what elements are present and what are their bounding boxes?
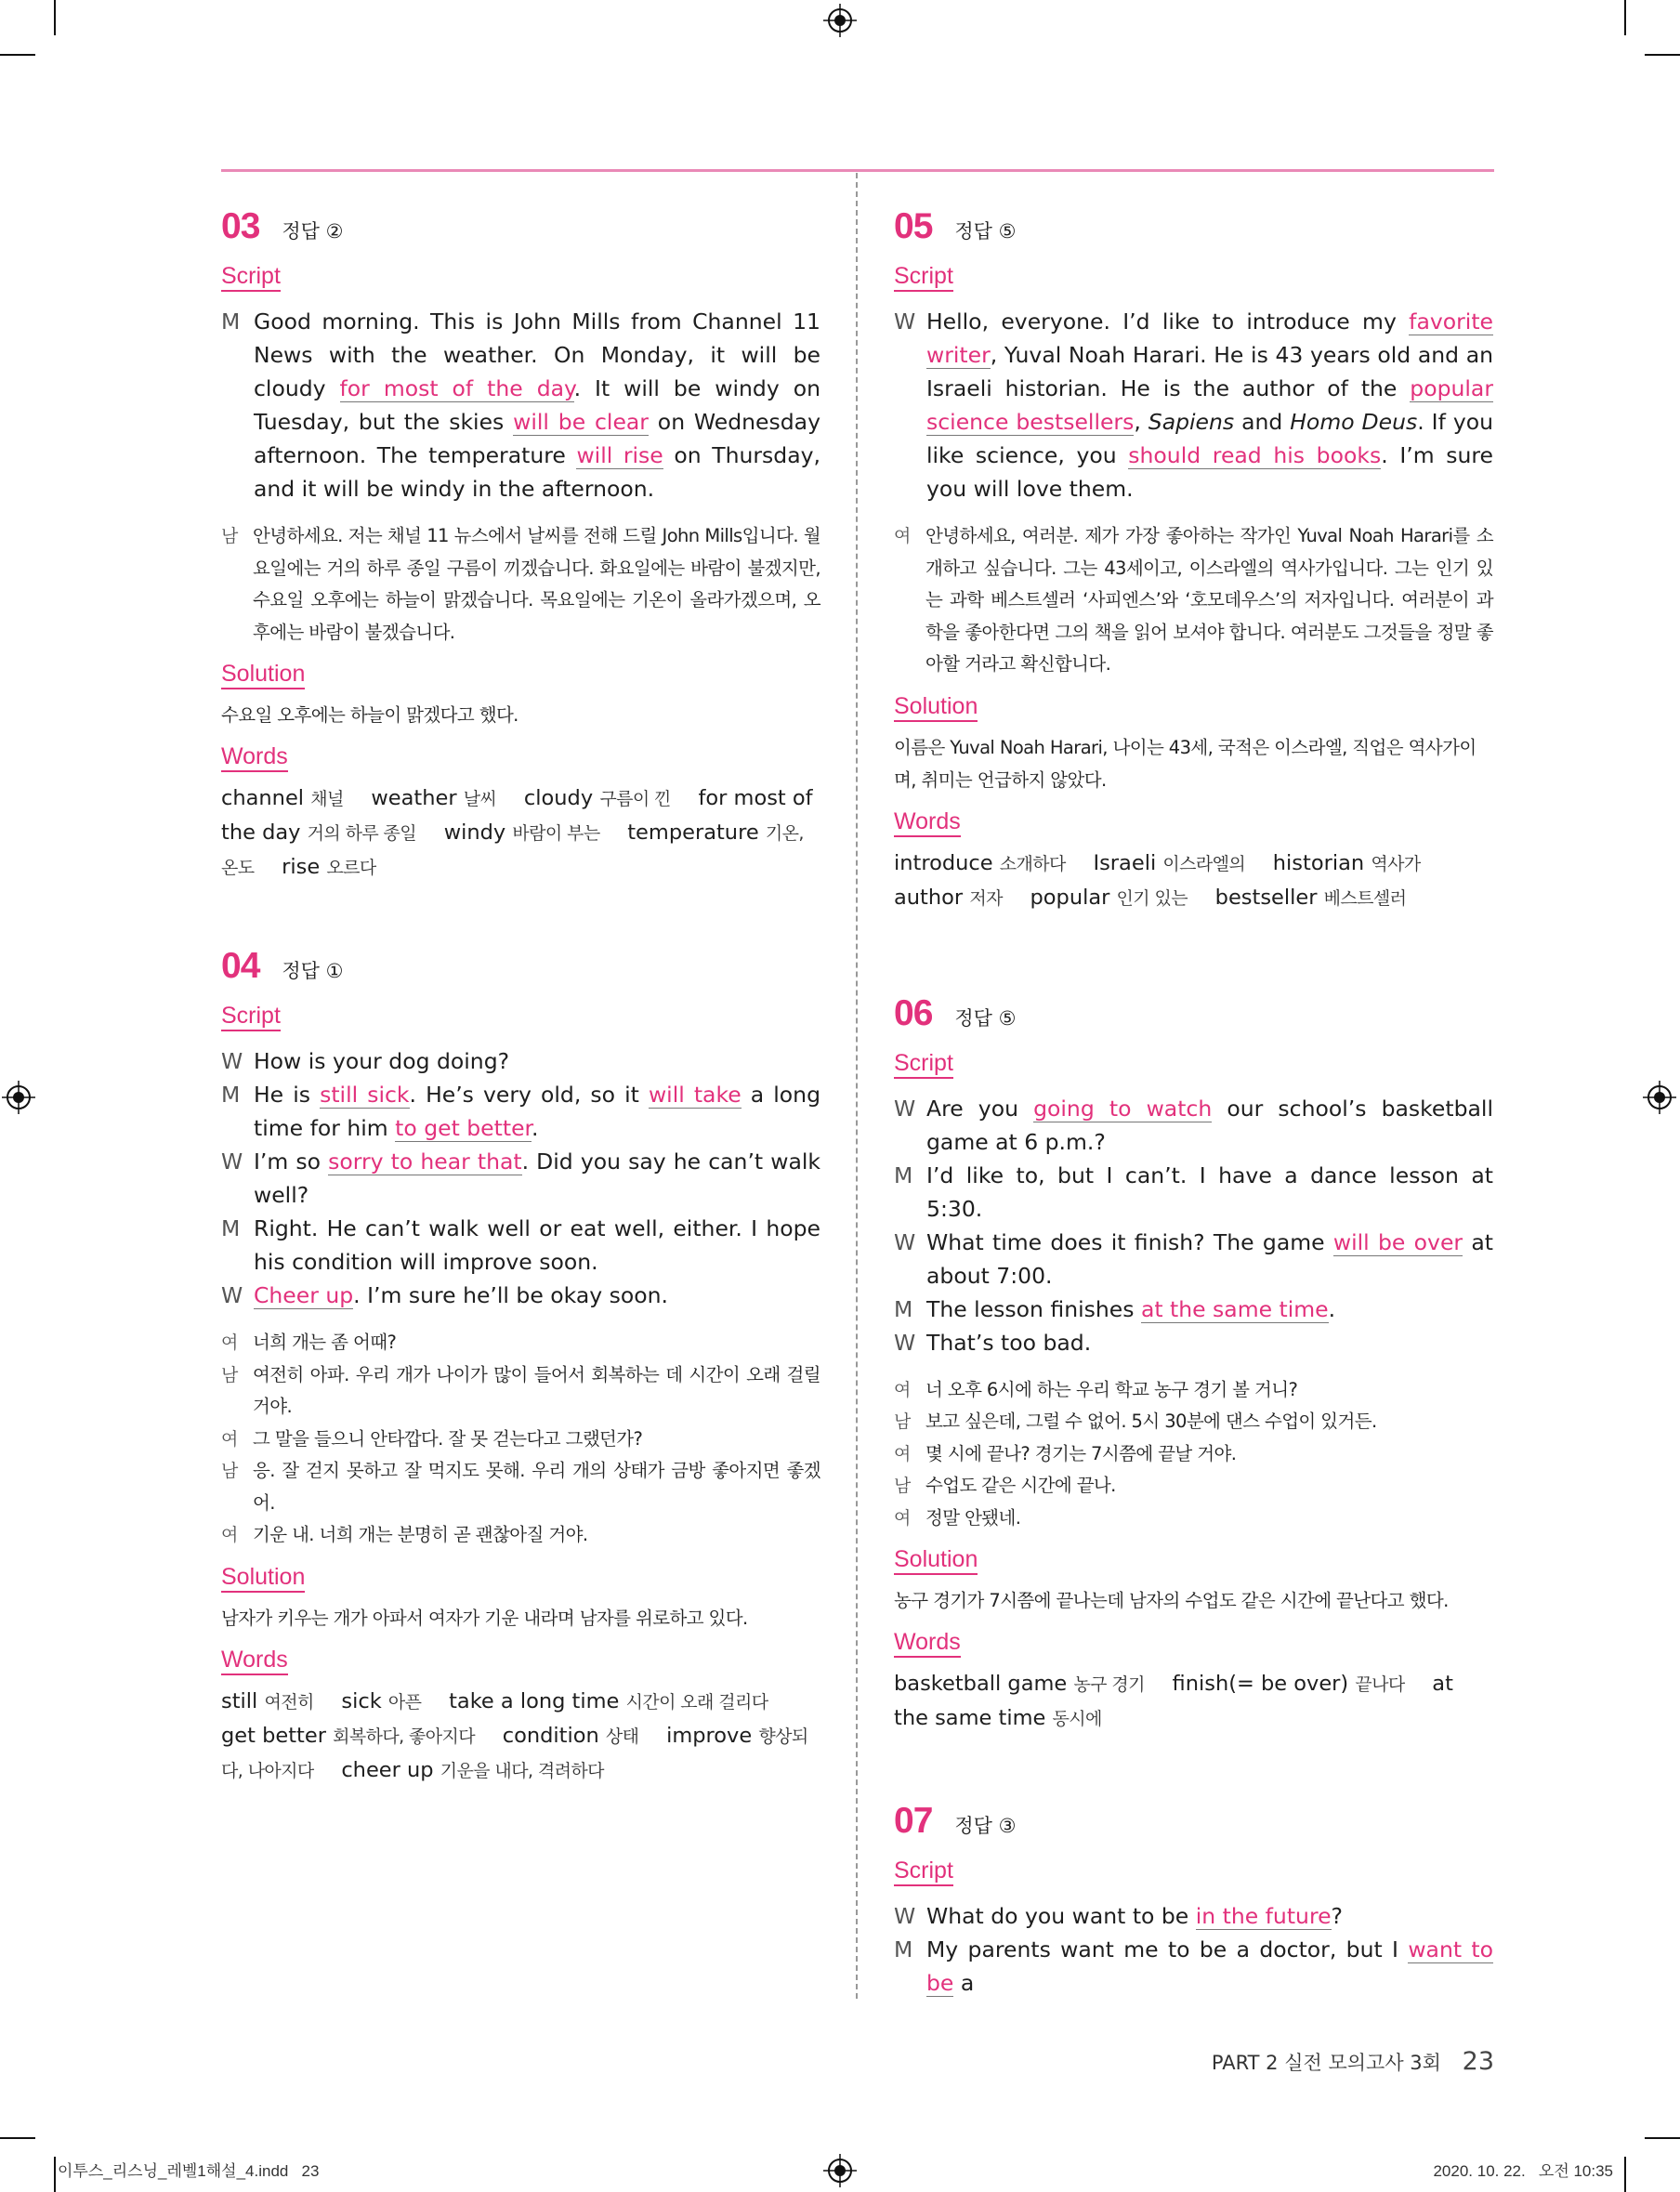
crop-mark (1645, 54, 1680, 56)
dialogue-text: That’s too bad. (926, 1329, 1092, 1356)
question-06 (894, 993, 1493, 1737)
speaker-label: M (221, 308, 241, 335)
speaker-label: W (894, 1329, 916, 1356)
dialogue-text: on Wednesday afternoon. The temperature (254, 409, 820, 468)
speaker-label: 여 (894, 1379, 911, 1400)
blank-answer: will be over (1332, 1228, 1463, 1255)
translation-text: 안녕하세요, 여러분. 제가 가장 좋아하는 작가인 Yuval Noah Harari를 소개하고 싶습니다. 그는 43세이고, 이스라엘의 역사가입니다. 그는 인기 있는 과학 베스트셀러 ‘사피엔스’와 ‘호모데우스’의 저자입니다. 여러분이 과학을 좋아한다면 그의 책을 읽어 보셔야 합니다. 여러분도 그것들을 정말 좋아할 거라고 확신합니다. (925, 525, 1493, 675)
script-dialogue (894, 305, 1493, 505)
solution-heading: Solution (894, 1545, 978, 1575)
translation-line (221, 1327, 820, 1359)
word-item (341, 1758, 604, 1782)
words-heading: Words (221, 1646, 288, 1675)
dialogue-text: . Did you say he can’t walk well? (254, 1149, 820, 1208)
dialogue-text: What do you want to be (926, 1903, 1196, 1929)
korean-translation (894, 1374, 1493, 1535)
crop-mark (54, 2157, 56, 2192)
translation-line (221, 1359, 820, 1424)
dialogue-text: . (532, 1115, 539, 1141)
words-heading: Words (894, 1628, 961, 1658)
word-english: introduce (894, 850, 1000, 875)
script-heading: Script (221, 1002, 281, 1031)
dialogue-text: ? (1331, 1903, 1344, 1929)
translation-text: 너 오후 6시에 하는 우리 학교 농구 경기 볼 거니? (925, 1378, 1298, 1400)
question-number: 04 (221, 946, 260, 986)
script-heading: Script (894, 262, 953, 292)
blank-answer: popular science bestsellers (926, 375, 1493, 435)
translation-text: 응. 잘 걷지 못하고 잘 먹지도 못해. 우리 개의 상태가 금방 좋아지면 좋겠어. (253, 1460, 820, 1514)
dialogue-line (221, 1044, 820, 1078)
word-korean: 상태 (605, 1726, 639, 1747)
dialogue-line (894, 1293, 1493, 1326)
answer-label: 정답 ② (282, 220, 344, 243)
word-korean: 회복하다, 좋아지다 (333, 1726, 476, 1747)
word-korean: 거의 하루 종일 (307, 823, 417, 844)
speaker-label: W (894, 308, 916, 335)
word-english: improve (666, 1723, 759, 1748)
dialogue-line (894, 1159, 1493, 1226)
blank-answer: will take (648, 1082, 742, 1108)
script-heading: Script (894, 1857, 953, 1886)
blank-answer: in the future (1195, 1903, 1332, 1929)
dialogue-text: . He’s very old, so it (409, 1082, 649, 1108)
speaker-label: 남 (221, 1364, 238, 1385)
word-korean: 소개하다 (999, 853, 1066, 874)
word-english: cheer up (341, 1757, 440, 1782)
word-korean: 베스트셀러 (1323, 887, 1407, 909)
word-korean: 저자 (969, 887, 1003, 909)
dialogue-text: Hello, everyone. I’d like to introduce my (926, 308, 1410, 335)
word-english: bestseller (1214, 885, 1324, 910)
answer-label: 정답 ⑤ (954, 220, 1017, 243)
dialogue-text: . If you like science, you (926, 409, 1493, 468)
speaker-label: W (894, 1903, 916, 1929)
solution-text: 남자가 키우는 개가 아파서 여자가 기운 내라며 남자를 위로하고 있다. (221, 1607, 748, 1629)
answer-label: 정답 ⑤ (954, 1006, 1017, 1030)
word-item (282, 855, 376, 879)
word-english: still (221, 1688, 265, 1713)
dialogue-text: Are you (926, 1095, 1034, 1122)
translation-text: 보고 싶은데, 그럴 수 없어. 5시 30분에 댄스 수업이 있거든. (925, 1411, 1377, 1432)
speaker-label: M (894, 1295, 913, 1322)
dialogue-line (221, 1078, 820, 1145)
word-item (894, 1672, 1145, 1696)
dialogue-text: He is (254, 1082, 321, 1108)
korean-translation (894, 520, 1493, 681)
translation-text: 몇 시에 끝나? 경기는 7시쯤에 끝날 거야. (925, 1442, 1237, 1464)
registration-mark-icon (2, 1081, 35, 1114)
words-list (894, 847, 1493, 915)
answer-label: 정답 ① (282, 960, 344, 982)
translation-text: 기운 내. 너희 개는 분명히 곧 괜찮아질 거야. (253, 1524, 588, 1545)
speaker-label: 여 (221, 1332, 238, 1353)
translation-text: 너희 개는 좀 어때? (253, 1332, 397, 1353)
word-item (449, 1689, 768, 1713)
word-item (894, 886, 1003, 910)
word-item (524, 786, 671, 810)
question-header (894, 206, 1493, 251)
dialogue-line (221, 1279, 820, 1312)
korean-translation (221, 1327, 820, 1552)
dialogue-text: , (1134, 409, 1148, 435)
word-english: author (894, 885, 970, 910)
dialogue-line (894, 1933, 1493, 2000)
dialogue-line (894, 1899, 1493, 1933)
dialogue-text: . I’m sure he’ll be okay soon. (353, 1282, 668, 1308)
speaker-label: 남 (221, 1461, 238, 1481)
translation-line (221, 1424, 820, 1456)
word-korean: 날씨 (463, 789, 497, 809)
script-dialogue (221, 1044, 820, 1312)
translation-text: 안녕하세요. 저는 채널 11 뉴스에서 날씨를 전해 드릴 John Mills입니다. 월요일에는 거의 하루 종일 구름이 끼겠습니다. 화요일에는 바람이 불겠지만, 수요일 오후에는 하늘이 맑겠습니다. 목요일에는 기온이 올라가겠으며, 오후에는 바람이 불겠습니다. (253, 525, 820, 643)
word-korean: 구름이 낀 (599, 789, 671, 809)
question-number: 05 (894, 206, 933, 246)
word-english: cloudy (523, 786, 600, 810)
dialogue-line (894, 1326, 1493, 1359)
word-item (1030, 886, 1188, 910)
dialogue-text: . (1328, 1295, 1336, 1322)
dialogue-text: . I’m sure you will love them. (926, 442, 1493, 502)
translation-line (221, 520, 820, 649)
translation-line (894, 1438, 1493, 1471)
speaker-label: M (894, 1936, 913, 1962)
blank-answer: will rise (576, 442, 663, 468)
speaker-label: W (221, 1282, 243, 1308)
question-03 (221, 206, 820, 885)
blank-answer: going to watch (1033, 1095, 1213, 1122)
word-item (371, 786, 496, 810)
word-korean: 여전히 (264, 1691, 314, 1713)
translation-line (894, 520, 1493, 681)
word-english: temperature (627, 820, 766, 845)
word-item (444, 820, 600, 845)
dialogue-text: Homo Deus (1290, 409, 1418, 435)
crop-mark (0, 54, 35, 56)
word-english: Israeli (1093, 850, 1163, 875)
dialogue-line (894, 1092, 1493, 1159)
registration-mark-icon (1643, 1081, 1676, 1114)
script-dialogue (221, 305, 820, 505)
answer-label: 정답 ③ (954, 1815, 1017, 1837)
solution-heading: Solution (221, 660, 305, 689)
word-item (341, 1689, 421, 1713)
translation-text: 수업도 같은 시간에 끝나. (925, 1475, 1116, 1496)
solution-text: 농구 경기가 7시쯤에 끝나는데 남자의 수업도 같은 시간에 끝난다고 했다. (894, 1590, 1449, 1611)
crop-mark (0, 2137, 35, 2139)
crop-mark (1645, 2137, 1680, 2139)
dialogue-text: The lesson finishes (926, 1295, 1141, 1322)
script-dialogue (894, 1899, 1493, 2000)
word-english: finish(= be over) (1172, 1672, 1356, 1696)
blank-answer: at the same time (1140, 1295, 1329, 1322)
script-heading: Script (894, 1049, 953, 1079)
slug-file: 이투스_리스닝_레벨1해설_4.indd 23 (58, 2162, 320, 2180)
dialogue-text: How is your dog doing? (254, 1048, 510, 1074)
dialogue-text: a (953, 1970, 975, 1996)
translation-line (221, 1455, 820, 1519)
speaker-label: 남 (894, 1476, 911, 1496)
word-english: condition (502, 1723, 606, 1748)
word-english: windy (443, 820, 513, 845)
question-number: 07 (894, 1801, 933, 1841)
word-item (221, 786, 344, 810)
speaker-label: 여 (894, 1507, 911, 1529)
speaker-label: W (221, 1048, 243, 1074)
question-number: 06 (894, 992, 933, 1033)
korean-translation (221, 520, 820, 649)
words-heading: Words (221, 742, 288, 772)
question-04 (221, 946, 820, 1788)
solution-text: 수요일 오후에는 하늘이 맑겠다고 했다. (221, 704, 518, 726)
dialogue-line (221, 1145, 820, 1212)
word-english: channel (221, 786, 311, 810)
translation-line (894, 1503, 1493, 1535)
word-korean: 역사가 (1371, 853, 1421, 874)
word-english: for most of the day (221, 786, 813, 845)
speaker-label: M (221, 1082, 241, 1108)
dialogue-text: a long time for him (254, 1082, 820, 1141)
translation-text: 그 말을 들으니 안타깝다. 잘 못 걷는다고 그랬던가? (253, 1427, 643, 1450)
crop-mark (1624, 0, 1626, 35)
dialogue-line (894, 1226, 1493, 1293)
speaker-label: 남 (894, 1411, 911, 1432)
words-list (894, 1667, 1493, 1736)
word-item (1215, 886, 1407, 910)
words-heading: Words (894, 807, 961, 837)
speaker-label: W (894, 1095, 916, 1122)
speaker-label: 여 (221, 1428, 238, 1450)
dialogue-text: on Thursday, and it will be windy in the afternoon. (254, 442, 820, 502)
question-header (221, 946, 820, 991)
translation-line (894, 1374, 1493, 1407)
speaker-label: 여 (894, 526, 911, 546)
dialogue-line (221, 1212, 820, 1279)
speaker-label: W (221, 1149, 243, 1175)
script-heading: Script (221, 262, 281, 292)
word-korean: 이스라엘의 (1162, 853, 1246, 874)
dialogue-text: My parents want me to be a doctor, but I (926, 1936, 1409, 1962)
translation-line (894, 1406, 1493, 1438)
dialogue-text: Sapiens (1148, 409, 1235, 435)
question-05 (894, 206, 1493, 915)
word-korean: 끝나다 (1355, 1674, 1405, 1695)
word-english: sick (341, 1688, 388, 1713)
word-item (503, 1724, 639, 1748)
speaker-label: M (894, 1162, 913, 1188)
translation-line (894, 1470, 1493, 1503)
crop-mark (1624, 2157, 1626, 2192)
word-korean: 인기 있는 (1116, 887, 1188, 909)
question-header (894, 993, 1493, 1038)
dialogue-text: I’d like to, but I can’t. I have a dance lesson at 5:30. (926, 1162, 1493, 1222)
blank-answer: still sick (320, 1082, 410, 1108)
word-korean: 동시에 (1052, 1709, 1102, 1729)
dialogue-text: , Yuval Noah Harari. He is 43 years old and an Israeli historian. He is the author of the (926, 342, 1493, 401)
dialogue-text: . It will be windy on Tuesday, but the skies (254, 375, 821, 435)
registration-mark-icon (823, 4, 857, 37)
blank-answer: sorry to hear that (328, 1149, 522, 1175)
word-english: basketball game (894, 1672, 1074, 1696)
words-list (221, 1685, 820, 1788)
dialogue-text: I’m so (254, 1149, 329, 1175)
page-number: 23 (1462, 2047, 1494, 2076)
word-korean: 기운을 내다, 격려하다 (440, 1760, 604, 1781)
blank-answer: favorite writer (926, 308, 1493, 368)
blank-answer: for most of the day (339, 375, 574, 401)
dialogue-line (221, 305, 820, 505)
top-rule (221, 169, 1494, 172)
word-item (894, 851, 1066, 875)
word-korean: 바람이 부는 (512, 823, 600, 844)
word-english: rise (282, 855, 327, 879)
word-item (1093, 851, 1245, 875)
question-header (894, 1801, 1493, 1845)
word-english: get better (221, 1723, 334, 1748)
solution-heading: Solution (221, 1563, 305, 1593)
solution-text: 이름은 Yuval Noah Harari, 나이는 43세, 국적은 이스라엘, 직업은 역사가이며, 취미는 언급하지 않았다. (894, 736, 1477, 791)
word-item (1173, 1672, 1405, 1696)
word-english: historian (1272, 850, 1372, 875)
dialogue-text: What time does it finish? The game (926, 1228, 1333, 1255)
dialogue-text: our school’s basketball game at 6 p.m.? (926, 1095, 1493, 1155)
translation-text: 정말 안됐네. (925, 1506, 1021, 1529)
footer-title: 실전 모의고사 3회 (1284, 2052, 1441, 2074)
word-korean: 오르다 (326, 858, 376, 878)
word-korean: 시간이 오래 걸리다 (625, 1691, 768, 1713)
blank-answer: want to be (926, 1936, 1494, 1996)
slug-date: 2020. 10. 22. 오전 10:35 (1433, 2162, 1613, 2180)
dialogue-text: Right. He can’t walk well or eat well, either. I hope his condition will improve soon. (254, 1215, 820, 1275)
speaker-label: W (894, 1228, 916, 1255)
right-column (894, 206, 1493, 2000)
words-list (221, 781, 820, 885)
word-english: at the same time (894, 1672, 1453, 1730)
blank-answer: should read his books (1128, 442, 1382, 468)
script-dialogue (894, 1092, 1493, 1359)
blank-answer: will be clear (513, 409, 649, 435)
word-korean: 아픈 (387, 1691, 422, 1713)
column-divider (856, 173, 858, 1999)
crop-mark (54, 0, 56, 35)
dialogue-text: Good morning. This is John Mills from Channel 11 News with the weather. On Monday, it will be cloudy (254, 308, 820, 401)
word-korean: 기온, 온도 (221, 823, 804, 878)
word-english: weather (371, 786, 464, 810)
question-07 (894, 1801, 1493, 2000)
word-item (1273, 851, 1421, 875)
speaker-label: 여 (221, 1525, 238, 1545)
speaker-label: 남 (221, 526, 238, 546)
translation-text: 여전히 아파. 우리 개가 나이가 많이 들어서 회복하는 데 시간이 오래 걸릴 거야. (253, 1363, 820, 1417)
dialogue-text: at about 7:00. (926, 1228, 1493, 1289)
word-item (221, 1689, 314, 1713)
left-column (221, 206, 820, 1788)
registration-mark-icon (823, 2154, 857, 2187)
blank-answer: Cheer up (254, 1282, 354, 1308)
dialogue-text: and (1234, 409, 1291, 435)
footer-part: PART 2 (1211, 2052, 1279, 2074)
word-korean: 채널 (310, 789, 344, 809)
blank-answer: to get better (395, 1115, 532, 1141)
question-number: 03 (221, 206, 260, 246)
solution-heading: Solution (894, 692, 978, 722)
speaker-label: M (221, 1215, 241, 1241)
word-english: take a long time (449, 1688, 626, 1713)
speaker-label: 여 (894, 1443, 911, 1464)
word-item (221, 1724, 475, 1748)
page-footer (1212, 2047, 1494, 2076)
word-korean: 향상되다, 나아지다 (221, 1726, 808, 1781)
word-korean: 농구 경기 (1073, 1674, 1145, 1695)
translation-line (221, 1519, 820, 1552)
word-english: popular (1030, 885, 1117, 910)
dialogue-line (894, 305, 1493, 505)
question-header (221, 206, 820, 251)
